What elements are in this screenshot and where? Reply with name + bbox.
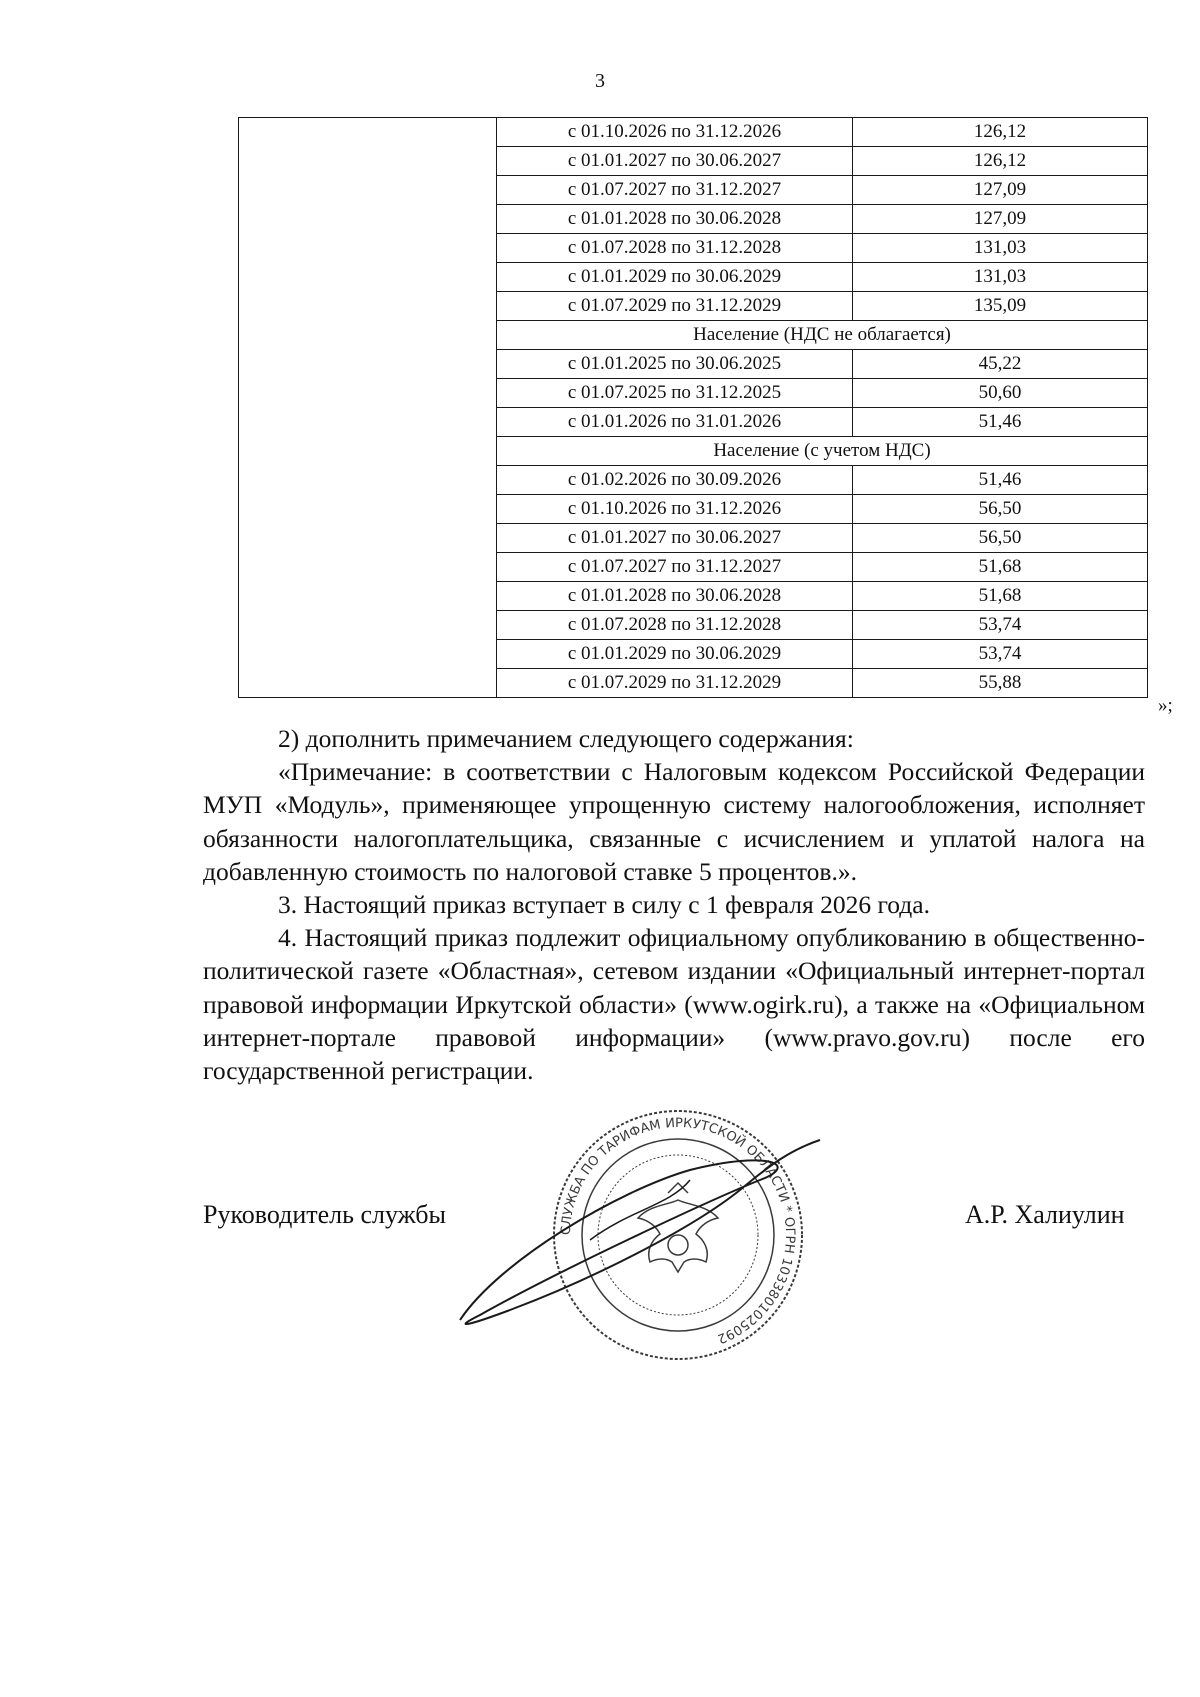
period-cell: с 01.10.2026 по 31.12.2026 xyxy=(497,495,853,524)
period-cell: с 01.01.2029 по 30.06.2029 xyxy=(497,640,853,669)
period-cell: с 01.01.2028 по 30.06.2028 xyxy=(497,205,853,234)
period-cell: с 01.07.2028 по 31.12.2028 xyxy=(497,611,853,640)
section-label-cell: Население (НДС не облагается) xyxy=(497,321,1148,350)
tariff-value-cell: 56,50 xyxy=(853,495,1148,524)
table-row xyxy=(239,118,1148,147)
period-cell: с 01.01.2025 по 30.06.2025 xyxy=(497,350,853,379)
item-3-paragraph: 3. Настоящий приказ вступает в силу с 1 февраля 2026 года. xyxy=(278,890,930,920)
period-cell: с 01.07.2027 по 31.12.2027 xyxy=(497,553,853,582)
note-paragraph: «Примечание: в соответствии с Налоговым кодексом Российской Федерации МУП «Модуль», применяющее упрощенную систему налогообложения, исполняет обязанности налогоплательщика, связанные с исчислением и уплатой налога на добавленную стоимость по налоговой ставке 5 процентов.». xyxy=(203,757,1145,886)
period-cell: с 01.10.2026 по 31.12.2026 xyxy=(497,118,853,147)
period-cell: с 01.07.2028 по 31.12.2028 xyxy=(497,234,853,263)
tariff-value-cell: 135,09 xyxy=(853,292,1148,321)
tariff-value-cell: 51,46 xyxy=(853,466,1148,495)
tariff-value-cell: 56,50 xyxy=(853,524,1148,553)
tariff-value-cell: 127,09 xyxy=(853,176,1148,205)
tariff-table xyxy=(238,117,1148,698)
period-cell: с 01.07.2029 по 31.12.2029 xyxy=(497,669,853,698)
tariff-value-cell: 131,03 xyxy=(853,234,1148,263)
tariff-value-cell: 45,22 xyxy=(853,350,1148,379)
seal-outer-text: СЛУЖБА ПО ТАРИФАМ ИРКУТСКОЙ ОБЛАСТИ * ОГРН 1033801025092 xyxy=(558,1115,798,1347)
tariff-value-cell: 51,68 xyxy=(853,582,1148,611)
period-cell: с 01.07.2025 по 31.12.2025 xyxy=(497,379,853,408)
period-cell: с 01.01.2027 по 30.06.2027 xyxy=(497,524,853,553)
signer-title: Руководитель службы xyxy=(203,1200,446,1229)
item-4-paragraph: 4. Настоящий приказ подлежит официальному опубликованию в общественно-политической газете «Областная», сетевом издании «Официальный интернет-портал правовой информации Иркутской области» (www.ogirk.ru), а также на «Официальном интернет-портале правовой информации» (www.pravo.gov.ru) после его государственной регистрации. xyxy=(203,923,1145,1086)
period-cell: с 01.07.2027 по 31.12.2027 xyxy=(497,176,853,205)
signer-name: А.Р. Халиулин xyxy=(965,1200,1125,1229)
period-cell: с 01.01.2029 по 30.06.2029 xyxy=(497,263,853,292)
item-2-paragraph: 2) дополнить примечанием следующего содержания: xyxy=(278,724,854,753)
tariff-value-cell: 53,74 xyxy=(853,611,1148,640)
period-cell: с 01.01.2026 по 31.01.2026 xyxy=(497,408,853,437)
period-cell: с 01.01.2027 по 30.06.2027 xyxy=(497,147,853,176)
tariff-value-cell: 51,46 xyxy=(853,408,1148,437)
tariff-value-cell: 50,60 xyxy=(853,379,1148,408)
tariff-value-cell: 126,12 xyxy=(853,147,1148,176)
tariff-value-cell: 53,74 xyxy=(853,640,1148,669)
tariff-table-body xyxy=(239,118,1148,698)
period-cell: с 01.01.2028 по 30.06.2028 xyxy=(497,582,853,611)
period-cell: с 01.02.2026 по 30.09.2026 xyxy=(497,466,853,495)
tariff-value-cell: 126,12 xyxy=(853,118,1148,147)
period-cell: с 01.07.2029 по 31.12.2029 xyxy=(497,292,853,321)
tariff-value-cell: 127,09 xyxy=(853,205,1148,234)
tariff-value-cell: 51,68 xyxy=(853,553,1148,582)
consumer-category-cell xyxy=(239,118,497,698)
body-text xyxy=(203,722,1145,1087)
page-number: 3 xyxy=(595,70,605,92)
section-label-cell: Население (с учетом НДС) xyxy=(497,437,1148,466)
tariff-value-cell: 131,03 xyxy=(853,263,1148,292)
closing-quote: »; xyxy=(1158,695,1173,716)
handwritten-signature xyxy=(440,1110,840,1340)
tariff-value-cell: 55,88 xyxy=(853,669,1148,698)
